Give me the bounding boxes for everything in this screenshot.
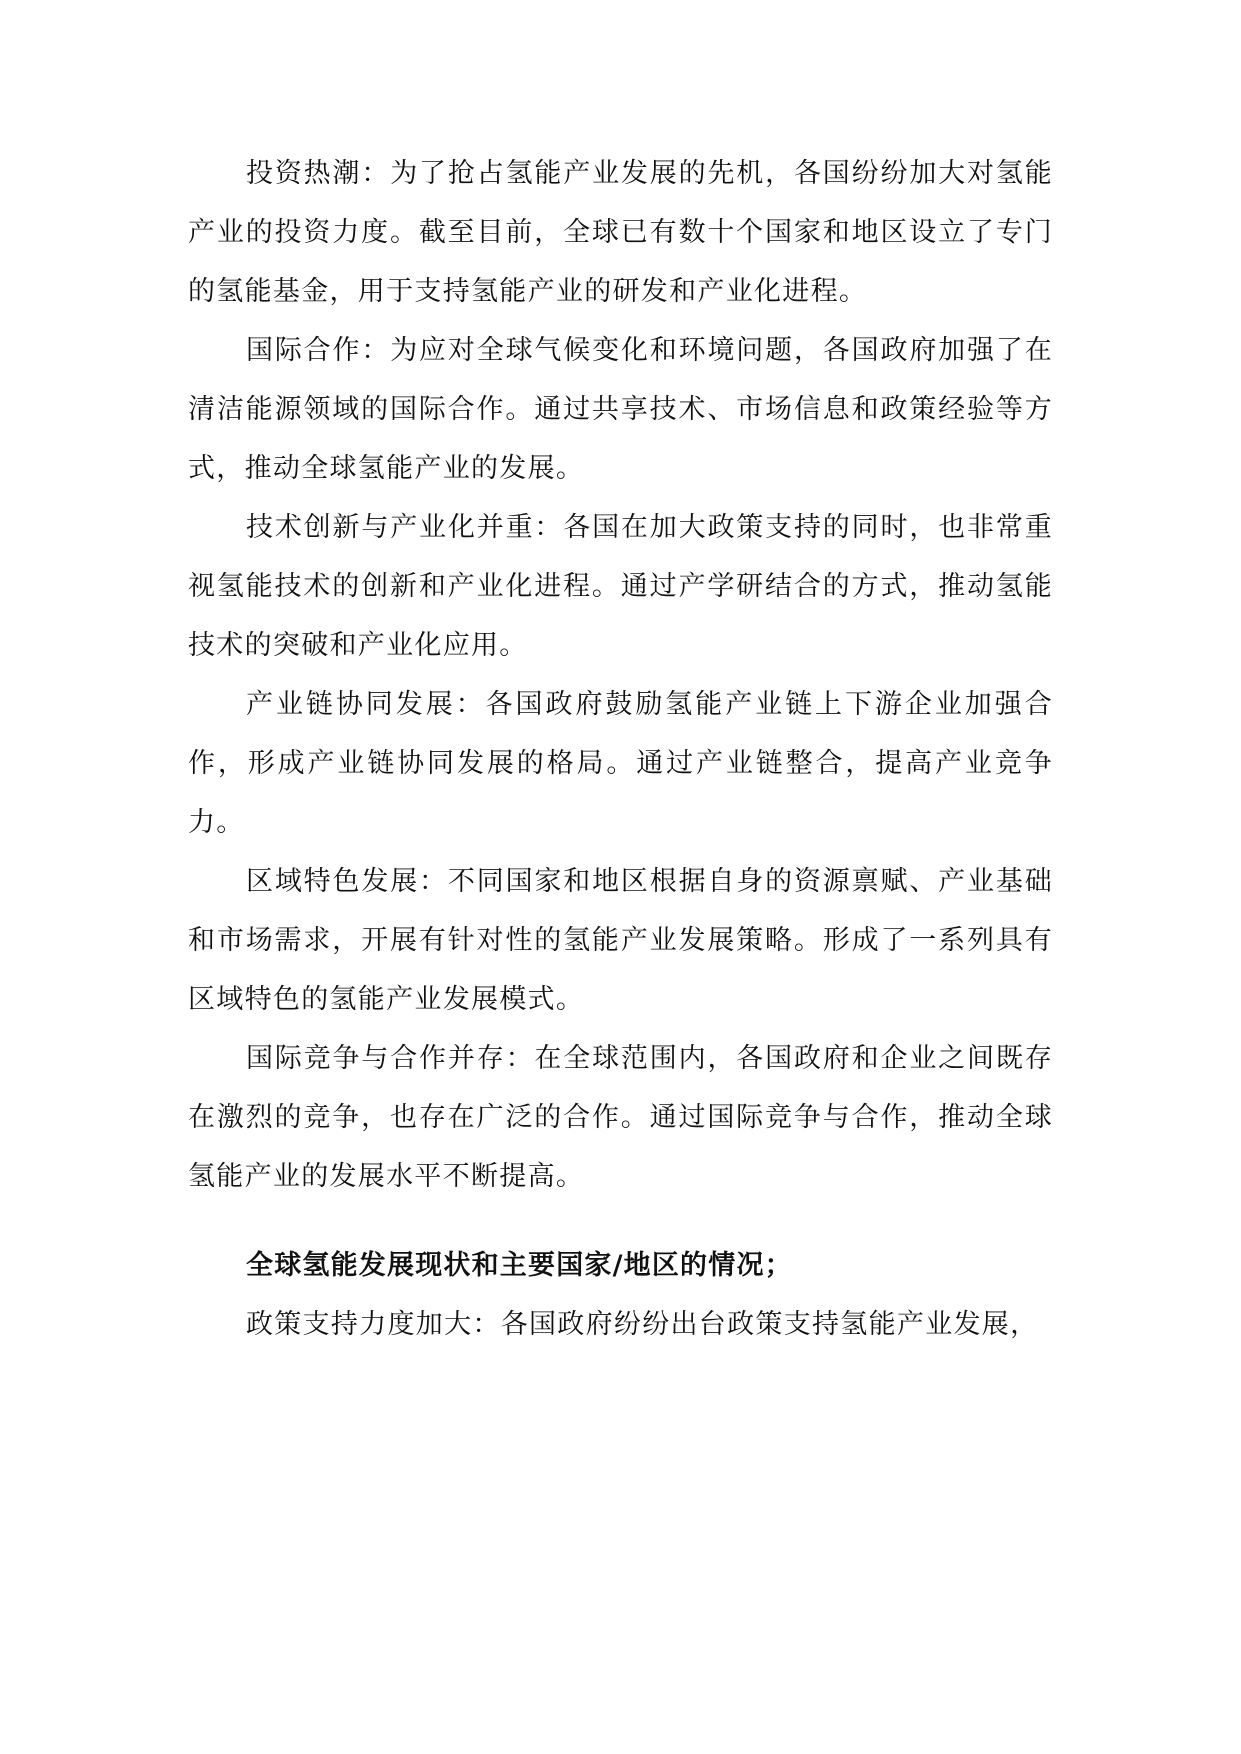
paragraph-technology-innovation: 技术创新与产业化并重：各国在加大政策支持的同时，也非常重视氢能技术的创新和产业化进程。通过产学研结合的方式，推动氢能技术的突破和产业化应用。	[188, 512, 1053, 661]
section-heading: 全球氢能发展现状和主要国家/地区的情况；	[246, 1250, 793, 1281]
paragraph-competition-cooperation: 国际竞争与合作并存：在全球范围内，各国政府和企业之间既存在激烈的竞争，也存在广泛的合作。通过国际竞争与合作，推动全球氢能产业的发展水平不断提高。	[188, 1043, 1053, 1192]
paragraph-investment: 投资热潮：为了抢占氢能产业发展的先机，各国纷纷加大对氢能产业的投资力度。截至目前，全球已有数十个国家和地区设立了专门的氢能基金，用于支持氢能产业的研发和产业化进程。	[188, 158, 1053, 307]
paragraph-international-cooperation: 国际合作：为应对全球气候变化和环境问题，各国政府加强了在清洁能源领域的国际合作。通过共享技术、市场信息和政策经验等方式，推动全球氢能产业的发展。	[188, 335, 1053, 484]
paragraph-industry-chain: 产业链协同发展：各国政府鼓励氢能产业链上下游企业加强合作，形成产业链协同发展的格局。通过产业链整合，提高产业竞争力。	[188, 689, 1053, 838]
paragraph-policy-support: 政策支持力度加大：各国政府纷纷出台政策支持氢能产业发展，	[246, 1309, 1039, 1340]
document-body	[188, 144, 1053, 1354]
paragraph-regional-development: 区域特色发展：不同国家和地区根据自身的资源禀赋、产业基础和市场需求，开展有针对性的氢能产业发展策略。形成了一系列具有区域特色的氢能产业发展模式。	[188, 866, 1053, 1015]
